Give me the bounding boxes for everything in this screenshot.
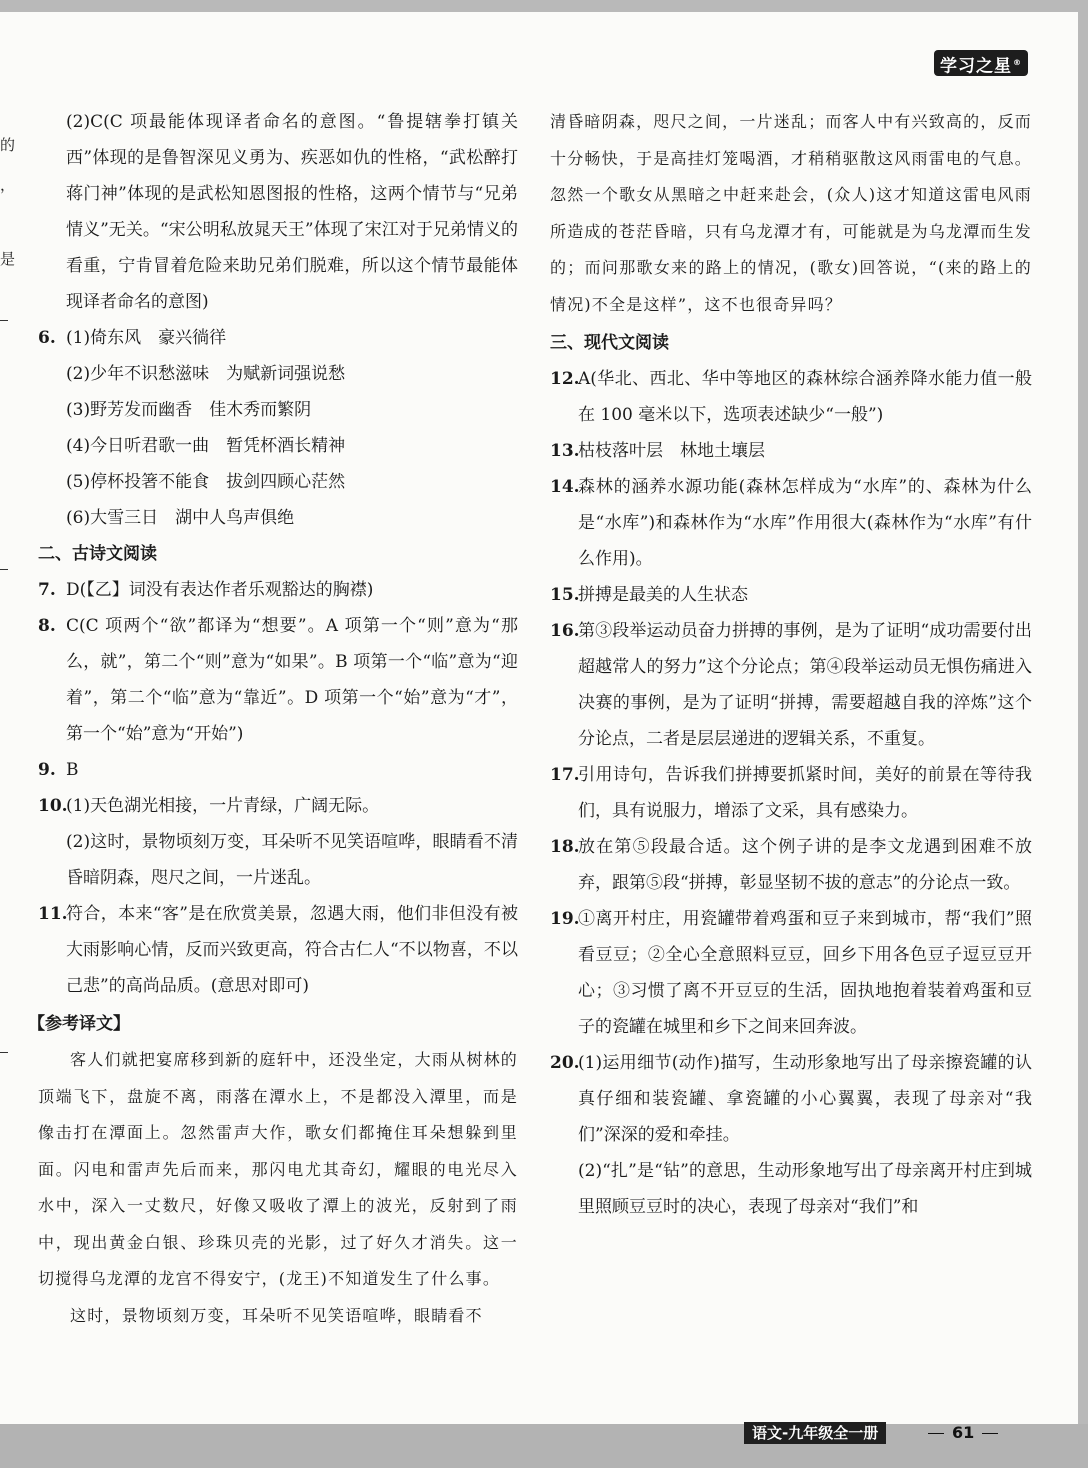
brand-logo bbox=[934, 50, 1028, 76]
question-number: 6. bbox=[38, 328, 56, 348]
question-number: 15. bbox=[550, 585, 580, 605]
question-number: 14. bbox=[550, 477, 580, 497]
answer-text: (4)今日听君歌一曲 暂凭杯酒长精神 bbox=[66, 436, 346, 456]
answer-text: 引用诗句，告诉我们拼搏要抓紧时间，美好的前景在等待我们，具有说服力，增添了文采，具有感染力。 bbox=[578, 765, 1032, 821]
answer-text: (5)停杯投箸不能食 拔剑四顾心茫然 bbox=[66, 472, 346, 492]
edge-line bbox=[0, 320, 8, 321]
translation-paragraph: 清昏暗阴森，咫尺之间，一片迷乱；而客人中有兴致高的，反而十分畅快，于是高挂灯笼喝酒，才稍稍驱散这风雨雷电的气息。忽然一个歌女从黑暗之中赶来赴会，(众人)这才知道这雷电风雨所造成的苍茫昏暗，只有乌龙潭才有，可能就是为乌龙潭而生发的；而问那歌女来的路上的情况，(歌女)回答说，“(来的路上的情况)不全是这样”，这不也很奇异吗？ bbox=[550, 112, 1032, 314]
answer-item bbox=[550, 613, 1032, 757]
answer-item bbox=[550, 901, 1032, 1045]
answer-item bbox=[550, 829, 1032, 901]
footer-subject-label: 语文-九年级全一册 bbox=[744, 1422, 886, 1444]
edge-fragment: 的 bbox=[0, 136, 16, 154]
question-number: 13. bbox=[550, 441, 580, 461]
brand-logo-text: 学习之星 bbox=[940, 56, 1012, 77]
reference-translation-heading: 【参考译文】 bbox=[28, 1014, 130, 1034]
answer-text: 第③段举运动员奋力拼搏的事例，是为了证明“成功需要付出超越常人的努力”这个分论点；第④段举运动员无惧伤痛进入决赛的事例，是为了证明“拼搏，需要超越自我的淬炼”这个分论点，二者是层层递进的逻辑关系，不重复。 bbox=[578, 621, 1032, 749]
answer-text: ①离开村庄，用瓷罐带着鸡蛋和豆子来到城市，帮“我们”照看豆豆；②全心全意照料豆豆，回乡下用各色豆子逗豆豆开心；③习惯了离不开豆豆的生活，固执地抱着装着鸡蛋和豆子的瓷罐在城里和乡下之间来回奔波。 bbox=[578, 909, 1032, 1037]
edge-fragment: 是 bbox=[0, 250, 16, 268]
answer-item bbox=[38, 392, 518, 428]
answer-text: (2)“扎”是“钻”的意思，生动形象地写出了母亲离开村庄到城里照顾豆豆时的决心，表现了母亲对“我们”和 bbox=[578, 1161, 1032, 1217]
answer-item bbox=[38, 572, 518, 608]
answer-text: (2)C(C 项最能体现译者命名的意图。“鲁提辖拳打镇关西”体现的是鲁智深见义勇为、疾恶如仇的性格，“武松醉打蒋门神”体现的是武松知恩图报的性格，这两个情节与“兄弟情义”无关。“宋公明私放晁天王”体现了宋江对于兄弟情义的看重，宁肯冒着危险来助兄弟们脱难，所以这个情节最能体现译者命名的意图) bbox=[66, 112, 518, 312]
question-number: 11. bbox=[38, 904, 68, 924]
right-column bbox=[550, 104, 1032, 1225]
question-number: 16. bbox=[550, 621, 580, 641]
edge-line bbox=[0, 569, 8, 570]
answer-text: D(【乙】词没有表达作者乐观豁达的胸襟) bbox=[66, 580, 374, 600]
page-number-text: 61 bbox=[952, 1423, 975, 1442]
question-number: 12. bbox=[550, 369, 580, 389]
answer-text: 枯枝落叶层 林地土壤层 bbox=[578, 441, 765, 461]
answer-item bbox=[550, 1045, 1032, 1153]
answer-item bbox=[38, 788, 518, 824]
question-number: 19. bbox=[550, 909, 580, 929]
answer-item bbox=[550, 469, 1032, 577]
left-column bbox=[28, 104, 518, 1334]
section-heading: 二、古诗文阅读 bbox=[38, 544, 157, 564]
edge-line bbox=[0, 1052, 8, 1053]
answer-text: (2)这时，景物顷刻万变，耳朵听不见笑语喧哗，眼睛看不清昏暗阴森，咫尺之间，一片迷乱。 bbox=[66, 832, 518, 888]
edge-fragment: ， bbox=[0, 176, 16, 194]
question-number: 7. bbox=[38, 580, 56, 600]
translation-paragraph: 客人们就把宴席移到新的庭轩中，还没坐定，大雨从树林的顶端飞下，盘旋不离，雨落在潭水上，不是都没入潭里，而是像击打在潭面上。忽然雷声大作，歌女们都掩住耳朵想躲到里面。闪电和雷声先后而来，那闪电尤其奇幻，耀眼的电光尽入水中，深入一丈数尺，好像又吸收了潭上的波光，反射到了雨中，现出黄金白银、珍珠贝壳的光影，过了好久才消失。这一切搅得乌龙潭的龙宫不得安宁，(龙王)不知道发生了什么事。 bbox=[38, 1050, 518, 1288]
answer-item bbox=[550, 433, 1032, 469]
answer-item bbox=[38, 320, 518, 356]
answer-item bbox=[38, 428, 518, 464]
answer-item bbox=[38, 824, 518, 896]
answer-text: 符合，本来“客”是在欣赏美景，忽遇大雨，他们非但没有被大雨影响心情，反而兴致更高，符合古仁人“不以物喜，不以己悲”的高尚品质。(意思对即可) bbox=[66, 904, 518, 996]
question-number: 18. bbox=[550, 837, 580, 857]
answer-item bbox=[38, 608, 518, 752]
question-number: 9. bbox=[38, 760, 56, 780]
answer-item bbox=[550, 361, 1032, 433]
answer-text: (2)少年不识愁滋味 为赋新词强说愁 bbox=[66, 364, 346, 384]
answer-text: A(华北、西北、华中等地区的森林综合涵养降水能力值一般在 100 毫米以下，选项表述缺少“一般”) bbox=[578, 369, 1032, 425]
answer-text: B bbox=[66, 760, 79, 780]
answer-text: C(C 项两个“欲”都译为“想要”。A 项第一个“则”意为“那么，就”，第二个“则”意为“如果”。B 项第一个“临”意为“迎着”，第二个“临”意为“靠近”。D 项第一个“始”意为“才”，第一个“始”意为“开始”) bbox=[66, 616, 518, 744]
question-number: 20. bbox=[550, 1053, 580, 1073]
answer-item bbox=[38, 356, 518, 392]
registered-mark: ® bbox=[1013, 58, 1022, 67]
answer-item bbox=[38, 500, 518, 536]
answer-text: 森林的涵养水源功能(森林怎样成为“水库”的、森林为什么是“水库”)和森林作为“水库”作用很大(森林作为“水库”有什么作用)。 bbox=[578, 477, 1032, 569]
page bbox=[0, 12, 1078, 1424]
answer-text: (1)运用细节(动作)描写，生动形象地写出了母亲擦瓷罐的认真仔细和装瓷罐、拿瓷罐的小心翼翼，表现了母亲对“我们”深深的爱和牵挂。 bbox=[578, 1053, 1032, 1145]
answer-text: 放在第⑤段最合适。这个例子讲的是李文龙遇到困难不放弃，跟第⑤段“拼搏，彰显坚韧不拔的意志”的分论点一致。 bbox=[578, 837, 1032, 893]
page-number bbox=[920, 1422, 1006, 1444]
answer-item bbox=[38, 104, 518, 320]
answer-item bbox=[550, 1153, 1032, 1225]
answer-text: (1)天色湖光相接，一片青绿，广阔无际。 bbox=[66, 796, 380, 816]
answer-item bbox=[38, 752, 518, 788]
question-number: 17. bbox=[550, 765, 580, 785]
translation-paragraph: 这时，景物顷刻万变，耳朵听不见笑语喧哗，眼睛看不 bbox=[70, 1305, 483, 1325]
answer-item bbox=[550, 577, 1032, 613]
section-heading: 三、现代文阅读 bbox=[550, 333, 669, 353]
answer-text: (6)大雪三日 湖中人鸟声俱绝 bbox=[66, 508, 295, 528]
answer-text: (3)野芳发而幽香 佳木秀而繁阴 bbox=[66, 400, 312, 420]
answer-item bbox=[550, 757, 1032, 829]
answer-item bbox=[38, 464, 518, 500]
question-number: 10. bbox=[38, 796, 68, 816]
answer-text: (1)倚东风 豪兴徜徉 bbox=[66, 328, 227, 348]
answer-text: 拼搏是最美的人生状态 bbox=[578, 585, 748, 605]
question-number: 8. bbox=[38, 616, 56, 636]
answer-item bbox=[38, 896, 518, 1004]
